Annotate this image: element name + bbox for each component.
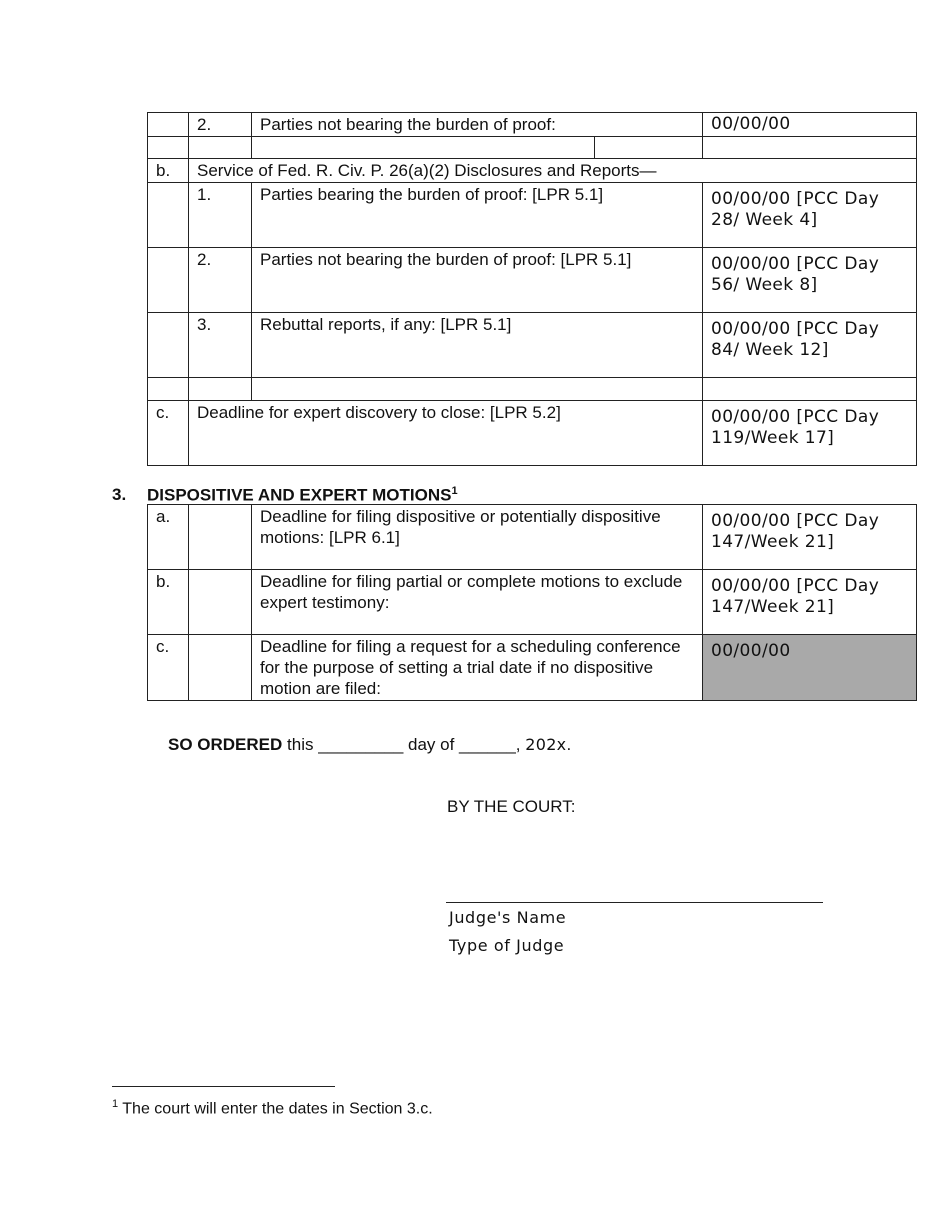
date-value: 00/00/00 xyxy=(703,113,917,137)
signature-line xyxy=(446,902,823,903)
item-number: 2. xyxy=(189,113,252,137)
dispositive-motions-table xyxy=(147,504,917,701)
table-row xyxy=(148,137,917,159)
date-value: 00/00/00 [PCC Day 147/Week 21] xyxy=(703,570,917,635)
item-number: 3. xyxy=(189,313,252,378)
item-label: Parties not bearing the burden of proof: [LPR 5.1] xyxy=(252,248,703,313)
table-row xyxy=(148,248,917,313)
so-ordered-label: SO ORDERED xyxy=(168,735,283,754)
table-row xyxy=(148,635,917,701)
footnote-ref: 1 xyxy=(451,485,458,497)
date-value: 00/00/00 [PCC Day 28/ Week 4] xyxy=(703,183,917,248)
footnote xyxy=(112,1098,433,1118)
item-number: 2. xyxy=(189,248,252,313)
table-row xyxy=(148,113,917,137)
judge-type: Type of Judge xyxy=(449,936,565,955)
item-letter: c. xyxy=(148,635,189,701)
item-label: Parties not bearing the burden of proof: xyxy=(252,113,703,137)
item-letter: b. xyxy=(148,159,189,183)
so-ordered-line xyxy=(168,735,571,755)
item-number: 1. xyxy=(189,183,252,248)
date-value-court: 00/00/00 xyxy=(703,635,917,701)
table-row xyxy=(148,159,917,183)
judge-name: Judge's Name xyxy=(449,908,567,927)
date-value: 00/00/00 [PCC Day 147/Week 21] xyxy=(703,505,917,570)
item-label: Deadline for filing dispositive or potentially dispositive motions: [LPR 6.1] xyxy=(252,505,703,570)
section-title xyxy=(147,485,458,506)
item-label: Parties bearing the burden of proof: [LPR 5.1] xyxy=(252,183,703,248)
footnote-text: The court will enter the dates in Section 3.c. xyxy=(118,1100,433,1118)
expert-discovery-table xyxy=(147,112,917,466)
date-value: 00/00/00 [PCC Day 56/ Week 8] xyxy=(703,248,917,313)
order-year: 202x xyxy=(525,735,567,754)
footnote-marker: 1 xyxy=(112,1098,119,1110)
table-row xyxy=(148,401,917,466)
item-letter: a. xyxy=(148,505,189,570)
table-row xyxy=(148,505,917,570)
order-period: . xyxy=(566,735,572,754)
item-letter: b. xyxy=(148,570,189,635)
item-label: Deadline for expert discovery to close: [LPR 5.2] xyxy=(189,401,703,466)
item-letter: c. xyxy=(148,401,189,466)
table-row xyxy=(148,313,917,378)
footnote-separator xyxy=(112,1086,335,1087)
so-ordered-text: this _________ day of ______, xyxy=(282,735,526,754)
section-number: 3. xyxy=(112,485,127,504)
section-heading: Service of Fed. R. Civ. P. 26(a)(2) Disclosures and Reports— xyxy=(189,159,917,183)
by-the-court-label: BY THE COURT: xyxy=(447,797,576,816)
item-label: Deadline for filing a request for a scheduling conference for the purpose of setting a trial date if no dispositive motion are filed: xyxy=(252,635,703,701)
item-label: Rebuttal reports, if any: [LPR 5.1] xyxy=(252,313,703,378)
table-row xyxy=(148,183,917,248)
date-value: 00/00/00 [PCC Day 119/Week 17] xyxy=(703,401,917,466)
item-label: Deadline for filing partial or complete motions to exclude expert testimony: xyxy=(252,570,703,635)
table-row xyxy=(148,570,917,635)
section-title-text: DISPOSITIVE AND EXPERT MOTIONS xyxy=(147,485,452,505)
table-row xyxy=(148,378,917,401)
date-value: 00/00/00 [PCC Day 84/ Week 12] xyxy=(703,313,917,378)
